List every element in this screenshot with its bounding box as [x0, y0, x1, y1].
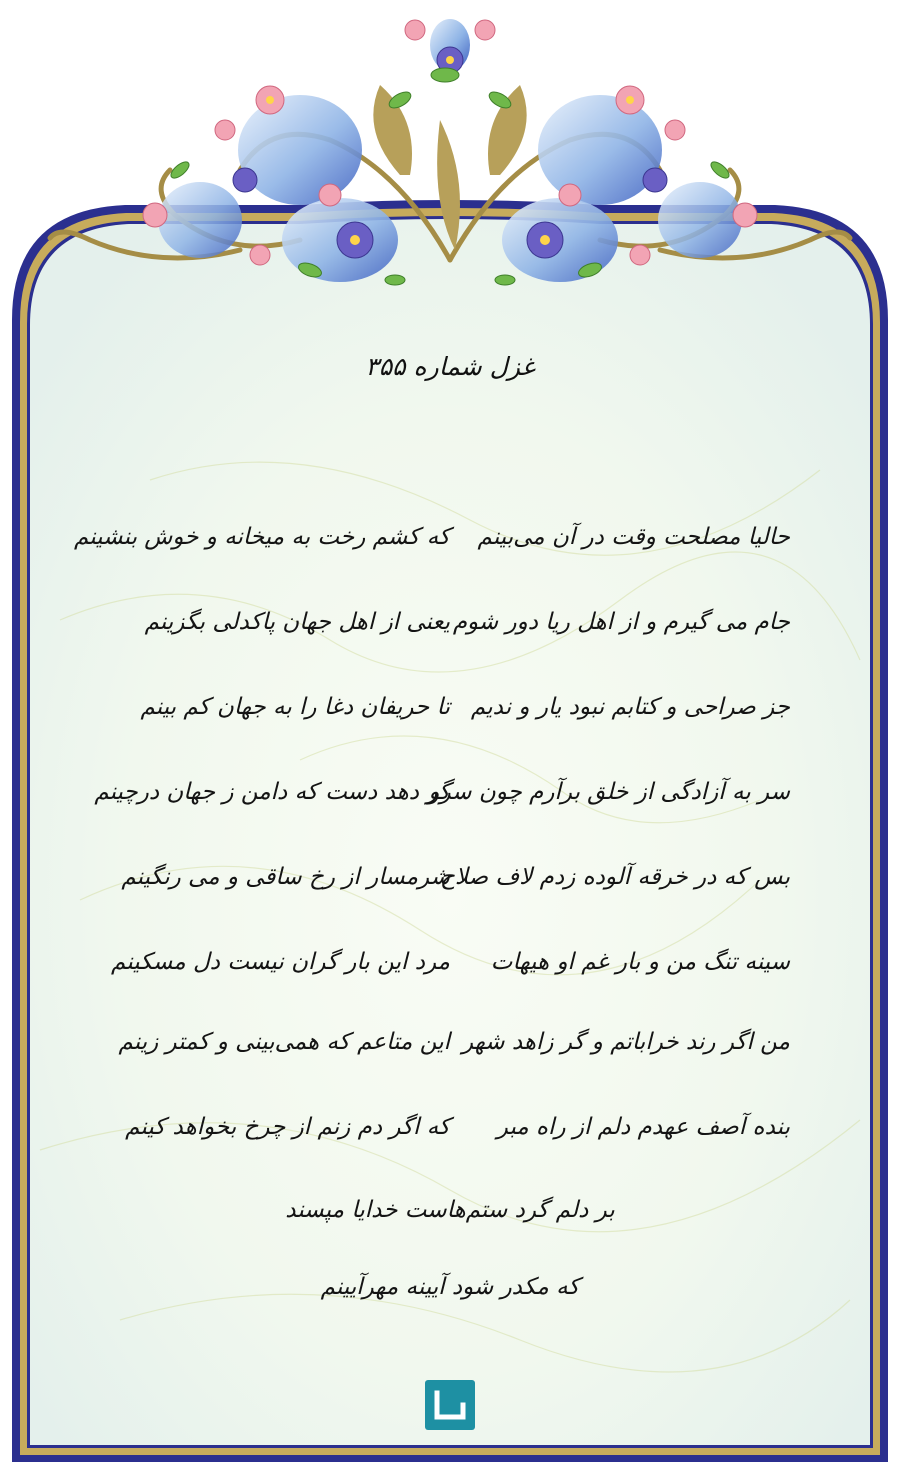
couplet-3 — [120, 685, 790, 729]
hemistich-right: من اگر رند خراباتم و گر زاهد شهر — [461, 1029, 790, 1055]
hemistich-right: بس که در خرقه آلوده زدم لاف صلاح — [440, 864, 790, 890]
final-couplet-line-2: که مکدر شود آیینه مهرآیینم — [320, 1274, 580, 1300]
hemistich-right: جام می گیرم و از اهل ریا دور شوم — [452, 609, 790, 635]
hemistich-right: بنده آصف عهدم دلم از راه مبر — [496, 1114, 790, 1140]
hemistich-right: حالیا مصلحت وقت در آن می‌بینم — [477, 524, 790, 550]
couplet-1 — [73, 515, 790, 559]
hemistich-left: مرد این بار گران نیست دل مسکینم — [111, 949, 450, 975]
couplet-8 — [120, 1105, 790, 1149]
final-couplet-line-1: بر دلم گرد ستم‌هاست خدایا مپسند — [285, 1197, 615, 1223]
couplet-7 — [120, 1020, 790, 1064]
hemistich-left: این متاعم که همی‌بینی و کمتر زینم — [118, 1029, 450, 1055]
couplet-4 — [94, 770, 790, 814]
couplet-6 — [111, 940, 790, 984]
hemistich-left: تا حریفان دغا را به جهان کم بینم — [140, 694, 450, 720]
hemistich-left: گر دهد دست که دامن ز جهان درچینم — [94, 779, 450, 805]
couplet-5 — [120, 855, 790, 899]
hemistich-left: که اگر دم زنم از چرخ بخواهد کینم — [125, 1114, 450, 1140]
hemistich-right: سینه تنگ من و بار غم او هیهات — [490, 949, 790, 975]
hemistich-right: جز صراحی و کتابم نبود یار و ندیم — [470, 694, 790, 720]
poem-title: غزل شماره ۳۵۵ — [365, 352, 535, 381]
hemistich-left: یعنی از اهل جهان پاکدلی بگزینم — [144, 609, 450, 635]
page-background — [30, 219, 870, 1445]
hemistich-right: سر به آزادگی از خلق برآرم چون سرو — [428, 779, 790, 805]
hemistich-left: که کشم رخت به میخانه و خوش بنشینم — [73, 524, 450, 550]
site-logo-icon — [425, 1380, 475, 1430]
hemistich-left: شرمسار از رخ ساقی و می رنگینم — [121, 864, 450, 890]
couplet-2 — [120, 600, 790, 644]
